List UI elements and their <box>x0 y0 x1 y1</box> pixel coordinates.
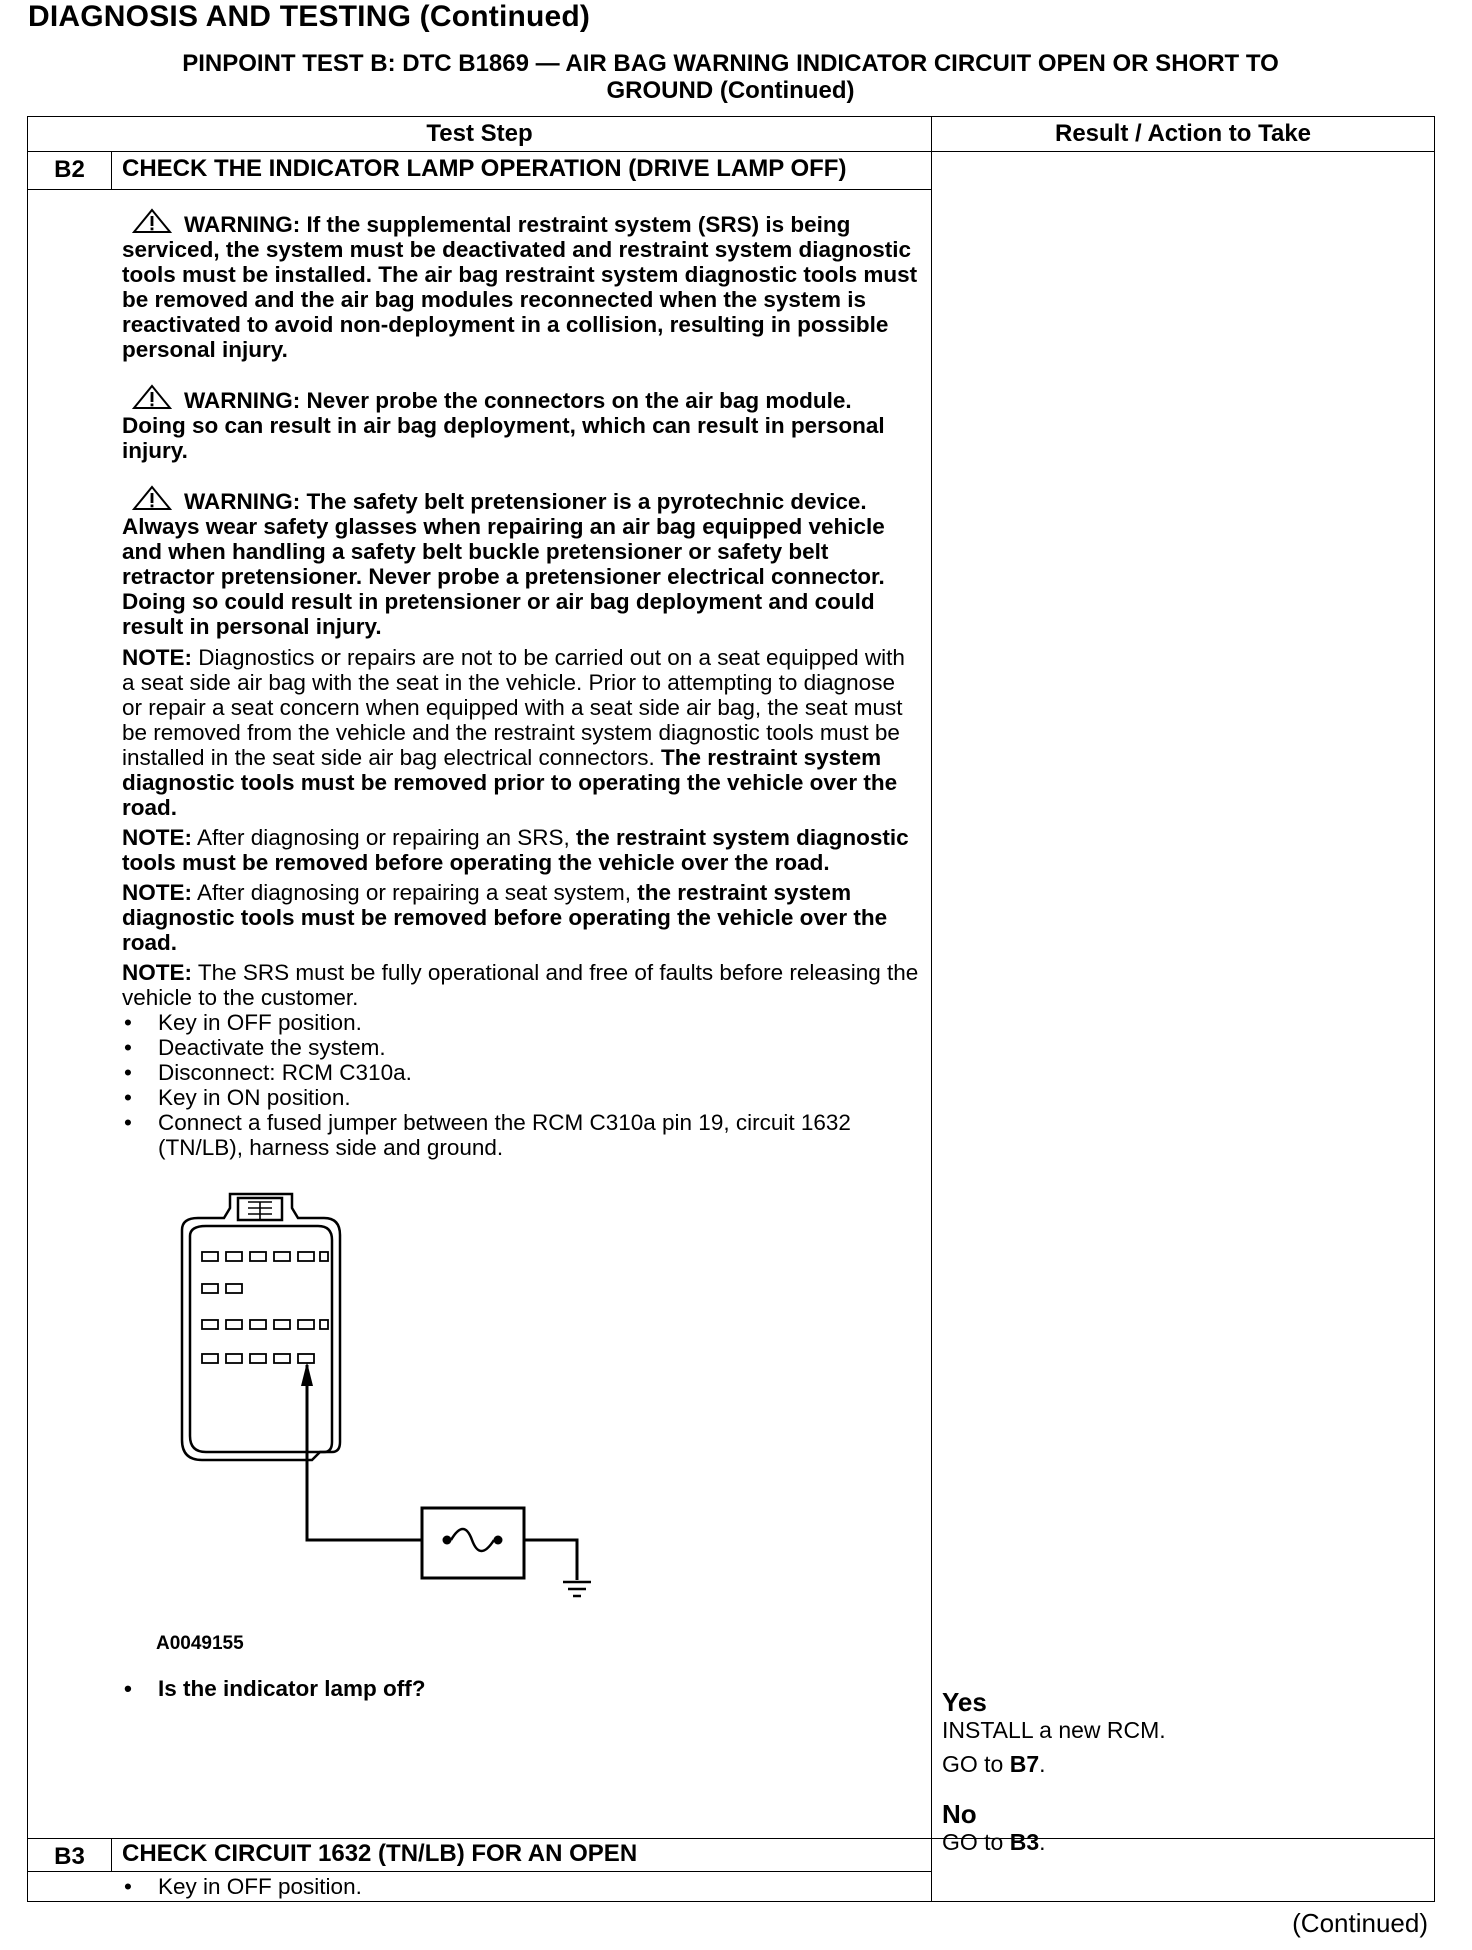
warning-triangle-icon <box>132 384 172 410</box>
step-title-b3: CHECK CIRCUIT 1632 (TN/LB) FOR AN OPEN <box>112 1839 932 1872</box>
note-3: NOTE: After diagnosing or repairing a seat system, the restraint system diagnostic tools must be removed before operating the vehicle over the road. <box>122 880 888 956</box>
jumper-wire <box>307 1480 422 1540</box>
pinpoint-test-title <box>28 50 1433 104</box>
step-body-b2 <box>28 190 932 1839</box>
step-body-b3 <box>28 1872 932 1902</box>
list-item: • Key in OFF position. <box>122 1874 919 1899</box>
page-title: DIAGNOSIS AND TESTING (Continued) <box>28 0 591 33</box>
yes-label: Yes <box>942 1687 987 1717</box>
warning-2: WARNING: Never probe the connectors on the air bag module. Doing so can result in air bag deployment, which can result in personal injury. <box>122 384 919 463</box>
connector-diagram <box>122 1190 919 1700</box>
step-b3-title-row <box>28 1839 1435 1872</box>
list-item: • Connect a fused jumper between the RCM C310a pin 19, circuit 1632 (TN/LB), harness side and ground. <box>122 1110 919 1160</box>
list-item: • Key in OFF position. <box>122 1010 919 1035</box>
table-header-row <box>28 117 1435 152</box>
list-item: • Key in ON position. <box>122 1085 919 1110</box>
connector-pin-cavities <box>202 1252 328 1363</box>
subtitle-line-2: GROUND (Continued) <box>606 77 855 104</box>
goto-link-b7[interactable]: B7 <box>1009 1751 1040 1777</box>
step-list-b3 <box>122 1874 919 1899</box>
yes-action: INSTALL a new RCM. <box>942 1717 1166 1743</box>
warning-3: WARNING: The safety belt pretensioner is a pyrotechnic device. Always wear safety glasses when repairing an air bag equipped vehicle and when handling a safety belt buckle pretensioner or safety belt retractor pretensioner. Never probe a pretensioner electrical connector. Doing so could result in pretensioner or air bag deployment and could result in personal injury. <box>122 485 919 639</box>
no-goto: GO to B3. <box>942 1829 1046 1855</box>
yes-goto: GO to B7. <box>942 1751 1046 1777</box>
test-step-table <box>27 116 1435 1902</box>
step-b2-title-row <box>28 152 1435 190</box>
step-list-b2 <box>122 1010 919 1160</box>
question-b2 <box>122 1676 919 1701</box>
result-cell-b2 <box>932 152 1435 1855</box>
rcm-connector-jumper-illustration <box>172 1190 732 1630</box>
ground-icon <box>563 1582 591 1596</box>
col-header-test-step: Test Step <box>28 117 932 152</box>
note-4: NOTE: The SRS must be fully operational and free of faults before releasing the vehicle to the customer. <box>122 960 919 1011</box>
col-header-result: Result / Action to Take <box>932 117 1435 152</box>
figure-code: A0049155 <box>156 1633 244 1655</box>
no-label: No <box>942 1799 977 1829</box>
result-no <box>942 1800 1046 1856</box>
warning-triangle-icon <box>132 485 172 511</box>
warning-1: WARNING: If the supplemental restraint system (SRS) is being serviced, the system must be deactivated and restraint system diagnostic tools must be installed. The air bag restraint system diagnostic tools must be removed and the air bag modules reconnected when the system is reactivated to avoid non-deployment in a collision, resulting in possible personal injury. <box>122 208 919 362</box>
goto-link-b3[interactable]: B3 <box>1009 1829 1040 1855</box>
step-id-b2: B2 <box>28 152 112 190</box>
list-item: • Disconnect: RCM C310a. <box>122 1060 919 1085</box>
subtitle-line-1: PINPOINT TEST B: DTC B1869 — AIR BAG WARNING INDICATOR CIRCUIT OPEN OR SHORT TO <box>182 50 1279 77</box>
list-item: • Deactivate the system. <box>122 1035 919 1060</box>
list-item: • Is the indicator lamp off? <box>122 1676 919 1701</box>
continued-label: (Continued) <box>1292 1908 1428 1938</box>
result-yes <box>942 1688 1166 1778</box>
step-title-b2: CHECK THE INDICATOR LAMP OPERATION (DRIVE LAMP OFF) <box>112 152 932 190</box>
warning-triangle-icon <box>132 208 172 234</box>
step-id-b3: B3 <box>28 1839 112 1872</box>
note-2: NOTE: After diagnosing or repairing an SRS, the restraint system diagnostic tools must be removed before operating the vehicle over the road. <box>122 825 909 876</box>
note-1: NOTE: Diagnostics or repairs are not to be carried out on a seat equipped with a seat side air bag with the seat in the vehicle. Prior to attempting to diagnose or repair a seat concern when equipped with a seat side air bag, the seat must be removed from the vehicle and the restraint system diagnostic tools must be installed in the seat side air bag electrical connectors. The restraint system diagnostic tools must be removed prior to operating the vehicle over the road. <box>122 645 905 821</box>
probe-arrow-icon <box>301 1362 313 1386</box>
